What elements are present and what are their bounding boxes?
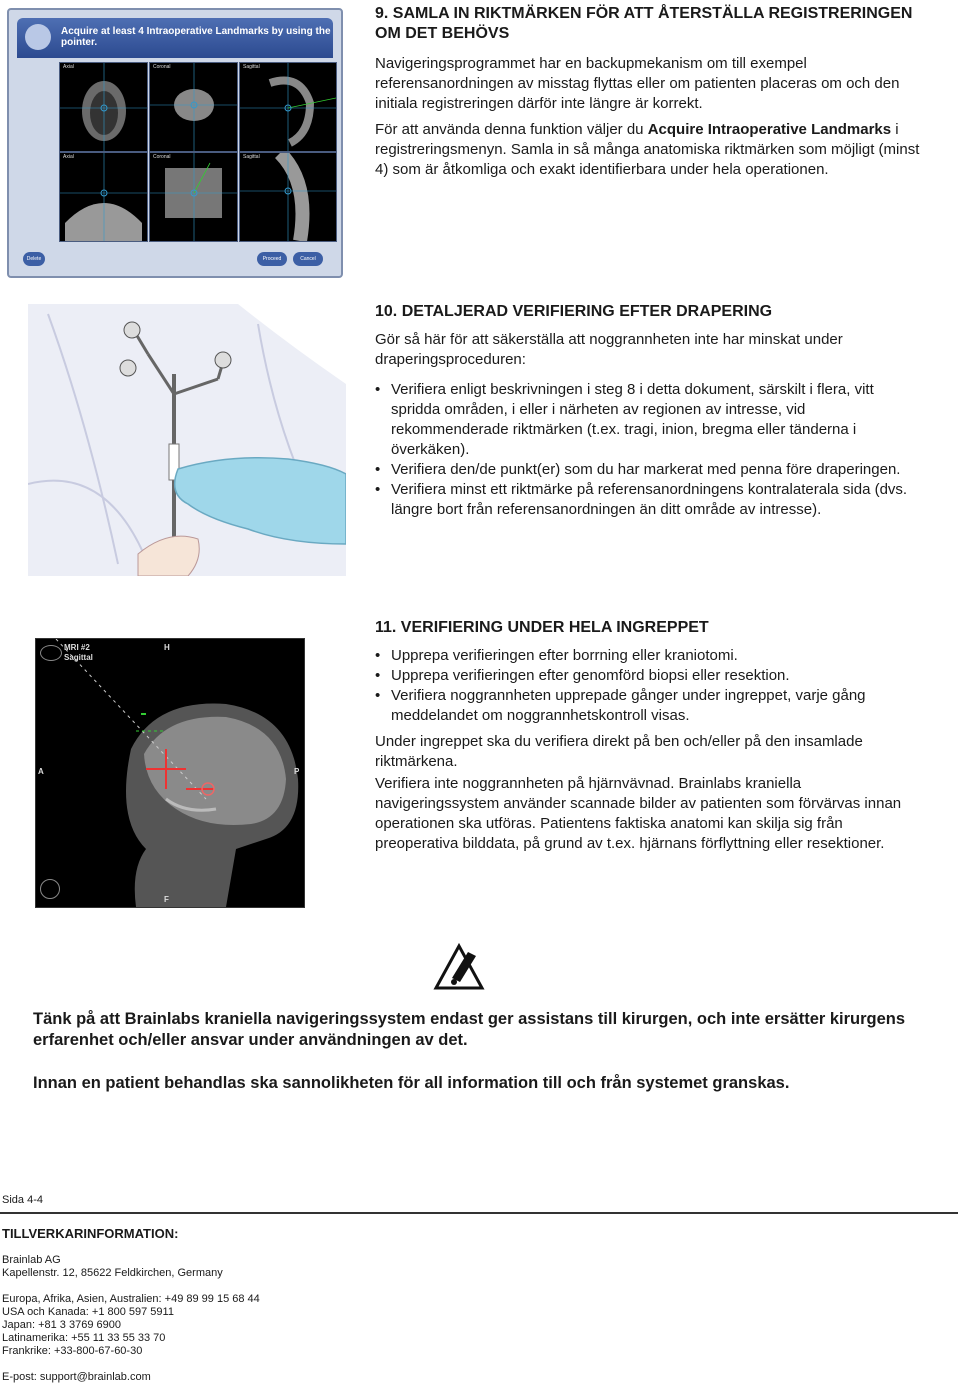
section-11: [375, 618, 920, 854]
warning-line-2: Innan en patient behandlas ska sannolikheten för all information till och från systemet granskas.: [33, 1074, 790, 1092]
footer-divider: [0, 1212, 958, 1214]
footer-phone: Japan: +81 3 3769 6900: [2, 1319, 121, 1331]
section-9-paragraph-1: Navigeringsprogrammet har en backupmekanism om till exempel referensanordningen av misstag flyttas eller om patienten placeras om och den initiala registreringen därför inte längre är korrekt.: [375, 55, 900, 112]
list-item: • Verifiera enligt beskrivningen i steg 8 i detta dokument, särskilt i flera, vitt spridda områden, i eller i närheten av regionen av intresse, vid rekommenderade riktmärken (t.ex. tragi, inion, bregma eller tänderna i överkäken).: [375, 380, 920, 460]
sagittal-panel-1: [239, 62, 337, 152]
panel-label: Axial: [63, 64, 74, 70]
brainlab-logo-icon: [25, 24, 51, 50]
warning-text: [33, 1009, 923, 1094]
sagittal-panel-2: [239, 152, 337, 242]
proceed-button[interactable]: Proceed: [257, 252, 287, 266]
sagittal-image-2-icon: [240, 153, 336, 241]
panel-label: Sagittal: [243, 64, 260, 70]
footer-title: TILLVERKARINFORMATION:: [2, 1226, 179, 1241]
drape-illustration: [28, 304, 346, 576]
mri-orientation-right: P: [294, 767, 300, 776]
list-item: • Verifiera noggrannheten upprepade gånger under ingreppet, varje gång meddelandet om noggrannhetskontroll visas.: [375, 686, 920, 726]
coronal-image-2-icon: [150, 153, 237, 241]
section-10: [375, 302, 920, 520]
sagittal-image-icon: [240, 63, 336, 151]
coronal-panel-2: [149, 152, 238, 242]
screenshot-titlebar: [17, 18, 333, 58]
section-11-list: [375, 646, 920, 726]
warning-icon: [432, 942, 486, 992]
cancel-button[interactable]: Cancel: [293, 252, 323, 266]
mri-sagittal-image: [35, 638, 305, 908]
mri-scan-icon: [36, 639, 304, 907]
page-number: Sida 4-4: [2, 1194, 43, 1206]
section-10-heading: 10. DETALJERAD VERIFIERING EFTER DRAPERING: [375, 303, 773, 320]
mri-label-2: Sagittal: [64, 653, 93, 662]
mri-orientation-bottom: F: [164, 895, 169, 904]
footer: [2, 1226, 602, 1384]
section-9: [375, 4, 935, 180]
axial-image-icon: [60, 63, 147, 151]
software-screenshot: [7, 8, 343, 278]
axial-image-2-icon: [60, 153, 147, 241]
section-11-heading: 11. VERIFIERING UNDER HELA INGREPPET: [375, 619, 709, 636]
mri-label-1: MRI #2: [64, 643, 90, 652]
footer-phone: Frankrike: +33-800-67-60-30: [2, 1345, 143, 1357]
section-9-heading: 9. SAMLA IN RIKTMÄRKEN FÖR ATT ÅTERSTÄLLA REGISTRERINGEN OM DET BEHÖVS: [375, 5, 913, 42]
panel-label: Coronal: [153, 154, 171, 160]
p2-bold: Acquire Intraoperative Landmarks: [647, 121, 892, 138]
axial-panel-1: [59, 62, 148, 152]
footer-phone: Latinamerika: +55 11 33 55 33 70: [2, 1332, 166, 1344]
mri-orientation-left: A: [38, 767, 44, 776]
panel-label: Axial: [63, 154, 74, 160]
footer-company: Brainlab AG: [2, 1254, 61, 1266]
axial-panel-2: [59, 152, 148, 242]
footer-phones: [2, 1293, 602, 1358]
footer-address: Kapellenstr. 12, 85622 Feldkirchen, Germany: [2, 1267, 223, 1279]
list-item: • Verifiera minst ett riktmärke på referensanordningens kontralaterala sida (dvs. längre bort från referensanordningen än ditt område av intresse).: [375, 480, 920, 520]
footer-phone: USA och Kanada: +1 800 597 5911: [2, 1306, 174, 1318]
coronal-image-icon: [150, 63, 237, 151]
screenshot-title: Acquire at least 4 Intraoperative Landmarks by using the pointer.: [61, 26, 331, 48]
panel-label: Coronal: [153, 64, 171, 70]
footer-email[interactable]: E-post: support@brainlab.com: [2, 1371, 151, 1383]
section-10-list: [375, 380, 920, 520]
list-item: • Upprepa verifieringen efter genomförd biopsi eller resektion.: [375, 666, 920, 686]
zoom-icon: [40, 879, 60, 899]
p2-prefix: För att använda denna funktion väljer du: [375, 121, 648, 138]
panel-label: Sagittal: [243, 154, 260, 160]
coronal-panel-1: [149, 62, 238, 152]
warning-line-1: Tänk på att Brainlabs kraniella navigeringssystem endast ger assistans till kirurgen, och inte ersätter kirurgens erfarenhet och/eller ansvar under användningen av det.: [33, 1010, 906, 1049]
section-9-paragraph-2: [375, 120, 935, 180]
section-11-paragraph-2: Verifiera inte noggrannheten på hjärnvävnad. Brainlabs kraniella navigeringssystem använder scannade bilder av patienten som förvärvas innan operationen ska utföras. Patientens faktiska anatomi kan skilja sig från preoperativa bilddata, på grund av t.ex. hjärnans förflyttning eller resektioner.: [375, 775, 902, 852]
mri-orientation-top: H: [164, 643, 170, 652]
delete-button[interactable]: Delete: [23, 252, 45, 266]
list-item: • Verifiera den/de punkt(er) som du har markerat med penna före draperingen.: [375, 460, 920, 480]
eye-icon: [40, 645, 62, 661]
section-10-intro: Gör så här för att säkerställa att noggrannheten inte har minskat under draperingsproceduren:: [375, 331, 843, 368]
section-11-paragraph-1: Under ingreppet ska du verifiera direkt på ben och/eller på den insamlade riktmärkena.: [375, 733, 863, 770]
list-item: • Upprepa verifieringen efter borrning eller kraniotomi.: [375, 646, 920, 666]
footer-phone: Europa, Afrika, Asien, Australien: +49 89 99 15 68 44: [2, 1293, 260, 1305]
p2-suffix: i registreringsmenyn. Samla in så många anatomiska riktmärken som möjligt (minst 4) som är åtkomliga och exakt identifierbara under hela operationen.: [375, 121, 920, 178]
